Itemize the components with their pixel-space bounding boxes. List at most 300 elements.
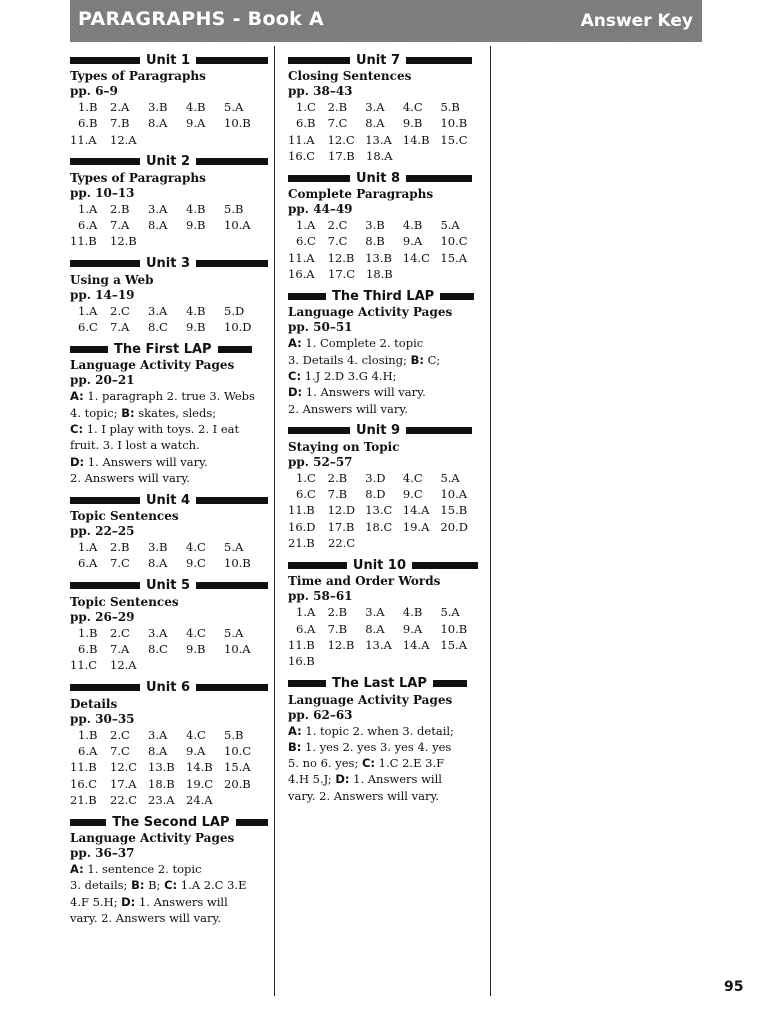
- section-title: Details: [70, 696, 118, 711]
- answer-item: 4.C: [186, 540, 206, 555]
- answer-item: 17.B: [328, 148, 355, 163]
- answer-item: 11.C: [70, 658, 98, 673]
- answer-item: 4.C: [186, 727, 206, 742]
- answer-item: 15.B: [440, 503, 468, 518]
- page-range: pp. 20–21: [70, 373, 135, 388]
- answer-item: 2.A: [110, 100, 130, 114]
- answer-row: [70, 217, 268, 233]
- heading-rule-left: [288, 562, 347, 569]
- section-the-second-lap: [70, 814, 268, 926]
- answer-row: [288, 502, 478, 518]
- section-heading: [70, 814, 268, 830]
- answer-item: 3.B: [148, 100, 168, 114]
- answer-line: 4.F 5.H; D: 1. Answers will: [70, 894, 228, 909]
- section-label: The Last LAP: [332, 676, 427, 692]
- heading-rule-right: [406, 427, 472, 434]
- answer-item: 2.C: [110, 727, 130, 742]
- answer-item: 6.C: [78, 320, 98, 335]
- answer-item: 7.A: [110, 218, 130, 233]
- answer-line: D: 1. Answers will vary.: [70, 454, 208, 469]
- section-label: Unit 8: [356, 170, 401, 186]
- answer-item: 12.B: [327, 250, 355, 265]
- answer-item: 9.A: [186, 116, 206, 131]
- answer-item: 12.B: [110, 234, 137, 249]
- answer-row: [70, 201, 268, 217]
- answer-item: 1.B: [78, 727, 98, 742]
- answer-line: A: 1. sentence 2. topic: [70, 862, 202, 877]
- heading-rule-left: [70, 582, 140, 589]
- answer-row: [288, 604, 478, 620]
- answer-item: 11.B: [288, 503, 315, 518]
- answer-item: 12.A: [110, 132, 137, 147]
- answer-item: 8.A: [148, 116, 168, 131]
- section-title: Closing Sentences: [288, 69, 412, 83]
- heading-rule-right: [196, 582, 268, 589]
- answer-item: 9.B: [186, 642, 206, 657]
- answer-row: [288, 250, 478, 266]
- answer-item: 16.C: [288, 148, 316, 163]
- section-heading: [70, 256, 268, 272]
- section-unit-4: [70, 492, 268, 572]
- heading-rule-right: [406, 57, 472, 64]
- answer-line: 5. no 6. yes; C: 1.C 2.E 3.F: [288, 756, 445, 771]
- answer-item: 11.B: [70, 234, 97, 249]
- section-label: Unit 7: [356, 52, 401, 68]
- answer-item: 12.D: [327, 503, 356, 518]
- answer-item: 14.B: [186, 760, 213, 775]
- answer-item: 1.A: [296, 605, 316, 620]
- section-label: The Third LAP: [332, 288, 435, 304]
- answer-line: D: 1. Answers will vary.: [288, 385, 426, 400]
- section-title: Staying on Topic: [288, 439, 400, 454]
- answer-row: [70, 625, 268, 641]
- section-the-third-lap: [288, 288, 478, 416]
- answer-item: 2.C: [327, 218, 348, 233]
- answer-item: 2.C: [110, 625, 130, 640]
- left-column: [70, 52, 268, 932]
- page-range: pp. 22–25: [70, 524, 135, 539]
- section-unit-3: [70, 256, 268, 336]
- answer-item: 7.B: [327, 487, 348, 502]
- answer-item: 18.A: [366, 148, 393, 163]
- answer-row: [288, 148, 478, 164]
- page-range: pp. 52–57: [288, 454, 353, 469]
- page-range: pp. 62–63: [288, 707, 353, 722]
- answer-item: 3.A: [365, 100, 385, 114]
- answer-item: 13.A: [365, 132, 392, 147]
- section-the-first-lap: [70, 341, 268, 486]
- section-label: Unit 2: [146, 154, 191, 170]
- answer-item: 7.C: [110, 556, 130, 571]
- heading-rule-left: [288, 427, 350, 434]
- answer-item: 6.A: [78, 743, 98, 758]
- heading-rule-left: [70, 260, 140, 267]
- answer-item: 16.D: [288, 519, 316, 534]
- answer-item: 9.B: [186, 320, 206, 335]
- answer-item: 23.A: [148, 792, 175, 807]
- answer-item: 10.A: [440, 487, 468, 502]
- answer-row: [288, 99, 478, 115]
- answer-item: 15.C: [440, 132, 468, 147]
- page-range: pp. 6–9: [70, 84, 118, 98]
- answer-item: 3.A: [148, 727, 168, 742]
- answer-line: 4.H 5.J; D: 1. Answers will: [288, 772, 442, 787]
- answer-row: [70, 792, 268, 808]
- section-heading: [288, 676, 478, 692]
- answer-item: 8.C: [148, 642, 168, 657]
- answer-item: 4.B: [402, 605, 423, 620]
- answer-item: 15.A: [224, 760, 251, 775]
- section-heading: [70, 341, 268, 357]
- heading-rule-right: [412, 562, 478, 569]
- answer-item: 4.B: [186, 303, 206, 318]
- answer-line: 2. Answers will vary.: [70, 470, 190, 485]
- answer-item: 12.C: [327, 132, 355, 147]
- section-unit-5: [70, 578, 268, 674]
- answer-item: 8.A: [365, 621, 385, 636]
- heading-rule-left: [70, 684, 140, 691]
- section-heading: [288, 170, 478, 186]
- page-range: pp. 44–49: [288, 202, 353, 217]
- answer-item: 15.A: [440, 637, 467, 652]
- answer-item: 21.B: [70, 792, 97, 807]
- column-divider-right: [490, 46, 491, 996]
- answer-item: 8.D: [365, 487, 386, 502]
- answer-item: 2.B: [110, 540, 130, 555]
- answer-item: 1.C: [296, 470, 316, 485]
- answer-item: 3.D: [365, 470, 386, 485]
- section-label: The First LAP: [114, 341, 212, 357]
- answer-item: 11.A: [288, 250, 315, 265]
- section-title: Types of Paragraphs: [70, 69, 206, 83]
- answer-item: 7.B: [110, 116, 130, 131]
- answer-item: 17.A: [110, 776, 137, 791]
- answer-line: vary. 2. Answers will vary.: [288, 788, 440, 803]
- answer-item: 10.D: [224, 320, 252, 335]
- section-unit-2: [70, 154, 268, 250]
- heading-rule-left: [70, 497, 140, 504]
- answer-row: [288, 115, 478, 131]
- header-bar: [70, 0, 702, 42]
- answer-row: [288, 535, 478, 551]
- heading-rule-right: [433, 680, 467, 687]
- section-title: Topic Sentences: [70, 594, 179, 609]
- answer-item: 7.C: [327, 116, 348, 131]
- answer-item: 1.A: [78, 540, 98, 555]
- answer-item: 6.A: [78, 556, 98, 571]
- page-range: pp. 10–13: [70, 185, 135, 200]
- heading-rule-right: [406, 175, 472, 182]
- answer-item: 14.A: [402, 503, 430, 518]
- answer-item: 20.D: [440, 519, 468, 534]
- answer-row: [70, 727, 268, 743]
- answer-item: 3.B: [365, 218, 385, 233]
- answer-item: 7.C: [327, 234, 348, 249]
- answer-item: 9.A: [402, 234, 423, 249]
- answer-item: 4.C: [186, 625, 206, 640]
- section-title: Language Activity Pages: [70, 358, 235, 373]
- section-unit-9: [288, 423, 478, 551]
- answer-line: A: 1. topic 2. when 3. detail;: [288, 723, 454, 738]
- section-title: Complete Paragraphs: [288, 187, 434, 202]
- section-label: Unit 9: [356, 423, 401, 439]
- answer-row: [288, 653, 478, 669]
- answer-item: 9.A: [186, 743, 206, 758]
- answer-item: 14.B: [402, 132, 430, 147]
- answer-item: 18.C: [365, 519, 393, 534]
- answer-item: 5.A: [224, 100, 244, 114]
- answer-item: 9.C: [402, 487, 423, 502]
- answer-item: 10.B: [440, 116, 468, 131]
- answer-item: 1.B: [78, 625, 98, 640]
- answer-item: 4.B: [186, 201, 206, 216]
- page-range: pp. 36–37: [70, 846, 135, 861]
- answer-item: 9.B: [186, 218, 206, 233]
- answer-item: 8.A: [365, 116, 385, 131]
- answer-item: 10.C: [440, 234, 468, 249]
- answer-item: 3.A: [148, 625, 168, 640]
- answer-item: 18.B: [148, 776, 175, 791]
- answer-item: 12.B: [327, 637, 355, 652]
- answer-item: 13.B: [365, 250, 392, 265]
- answer-item: 5.A: [440, 218, 460, 233]
- answer-item: 1.A: [78, 201, 98, 216]
- answer-item: 21.B: [288, 536, 315, 551]
- answer-row: [70, 539, 268, 555]
- answer-item: 4.B: [402, 218, 423, 233]
- answer-line: A: 1. Complete 2. topic: [288, 336, 424, 351]
- answer-item: 3.A: [148, 303, 168, 318]
- section-heading: [70, 578, 268, 594]
- book-title: PARAGRAPHS - Book A: [78, 8, 325, 30]
- answer-item: 8.C: [148, 320, 168, 335]
- page-range: pp. 38–43: [288, 84, 353, 98]
- heading-rule-left: [288, 57, 350, 64]
- answer-item: 2.B: [327, 605, 348, 620]
- answer-row: [70, 776, 268, 792]
- answer-line: fruit. 3. I lost a watch.: [70, 438, 200, 453]
- answer-item: 10.A: [224, 218, 251, 233]
- section-label: The Second LAP: [112, 814, 230, 830]
- answer-item: 5.A: [440, 470, 460, 485]
- answer-item: 15.A: [440, 250, 467, 265]
- section-label: Unit 5: [146, 578, 191, 594]
- heading-rule-right: [196, 497, 268, 504]
- answer-item: 4.C: [402, 100, 423, 114]
- answer-item: 4.C: [402, 470, 423, 485]
- middle-column: [288, 52, 478, 810]
- section-heading: [70, 492, 268, 508]
- answer-item: 13.A: [365, 637, 392, 652]
- heading-rule-left: [288, 293, 326, 300]
- answer-row: [70, 132, 268, 148]
- answer-item: 11.B: [70, 760, 97, 775]
- heading-rule-right: [196, 260, 268, 267]
- answer-item: 19.A: [402, 519, 430, 534]
- answer-item: 10.B: [224, 556, 251, 571]
- answer-item: 1.C: [296, 100, 316, 114]
- answer-row: [70, 99, 268, 115]
- answer-item: 6.B: [78, 116, 98, 131]
- answer-row: [70, 759, 268, 775]
- section-unit-1: [70, 52, 268, 148]
- heading-rule-left: [70, 57, 140, 64]
- answer-item: 1.A: [296, 218, 316, 233]
- answer-item: 9.B: [402, 116, 423, 131]
- answer-row: [288, 519, 478, 535]
- section-heading: [288, 52, 478, 68]
- answer-item: 12.C: [110, 760, 138, 775]
- answer-item: 1.A: [78, 303, 98, 318]
- answer-item: 22.C: [110, 792, 138, 807]
- answer-row: [70, 115, 268, 131]
- section-unit-6: [70, 680, 268, 808]
- answer-row: [288, 217, 478, 233]
- answer-item: 5.A: [440, 605, 460, 620]
- section-title: Language Activity Pages: [288, 305, 453, 320]
- answer-item: 7.A: [110, 642, 130, 657]
- answer-row: [288, 470, 478, 486]
- answer-line: 4. topic; B: skates, sleds;: [70, 405, 217, 420]
- answer-item: 7.B: [327, 621, 348, 636]
- answer-item: 10.C: [224, 743, 252, 758]
- answer-item: 16.A: [288, 267, 315, 282]
- page-range: pp. 14–19: [70, 287, 135, 302]
- heading-rule-left: [288, 680, 326, 687]
- section-label: Unit 10: [352, 557, 406, 573]
- answer-item: 6.C: [296, 234, 316, 249]
- answer-item: 9.A: [402, 621, 423, 636]
- section-heading: [288, 288, 478, 304]
- answer-line: 3. details; B: B; C: 1.A 2.C 3.E: [70, 878, 247, 893]
- answer-line: A: 1. paragraph 2. true 3. Webs: [70, 389, 255, 404]
- answer-row: [288, 621, 478, 637]
- section-title: Language Activity Pages: [288, 692, 453, 707]
- answer-line: C: 1.J 2.D 3.G 4.H;: [288, 368, 397, 383]
- heading-rule-right: [196, 57, 268, 64]
- section-heading: [70, 154, 268, 170]
- answer-item: 14.C: [402, 250, 430, 265]
- answer-row: [288, 266, 478, 282]
- section-heading: [70, 52, 268, 68]
- page-range: pp. 58–61: [288, 589, 353, 604]
- answer-item: 14.A: [402, 637, 430, 652]
- answer-line: B: 1. yes 2. yes 3. yes 4. yes: [288, 739, 452, 754]
- answer-item: 7.C: [110, 743, 130, 758]
- answer-item: 2.C: [110, 303, 130, 318]
- answer-row: [288, 637, 478, 653]
- page-number: 95: [724, 979, 744, 995]
- section-title: Topic Sentences: [70, 509, 179, 524]
- column-divider-left: [274, 46, 275, 996]
- answer-item: 5.A: [224, 625, 244, 640]
- answer-row: [70, 303, 268, 319]
- answer-item: 18.B: [366, 267, 393, 282]
- answer-item: 11.B: [288, 637, 315, 652]
- answer-item: 1.B: [78, 100, 98, 114]
- heading-rule-right: [218, 346, 252, 353]
- heading-rule-right: [440, 293, 474, 300]
- answer-item: 10.B: [440, 621, 468, 636]
- section-label: Unit 3: [146, 256, 191, 272]
- section-heading: [288, 423, 478, 439]
- answer-item: 8.A: [148, 743, 168, 758]
- answer-item: 24.A: [186, 792, 213, 807]
- answer-item: 16.B: [288, 654, 315, 669]
- section-title: Types of Paragraphs: [70, 170, 206, 185]
- answer-row: [70, 641, 268, 657]
- answer-item: 12.A: [110, 658, 137, 673]
- section-title: Language Activity Pages: [70, 831, 235, 846]
- answer-item: 2.B: [327, 100, 348, 114]
- answer-line: 3. Details 4. closing; B: C;: [288, 352, 441, 367]
- heading-rule-left: [70, 819, 106, 826]
- answer-item: 4.B: [186, 100, 206, 114]
- answer-item: 11.A: [70, 132, 97, 147]
- answer-item: 17.C: [328, 267, 356, 282]
- heading-rule-right: [196, 684, 268, 691]
- heading-rule-left: [70, 158, 140, 165]
- answer-line: 2. Answers will vary.: [288, 401, 408, 416]
- answer-row: [70, 657, 268, 673]
- answer-item: 6.B: [78, 642, 98, 657]
- section-label: Unit 1: [146, 52, 191, 68]
- answer-item: 17.B: [327, 519, 355, 534]
- answer-item: 3.A: [365, 605, 385, 620]
- page-range: pp. 30–35: [70, 711, 135, 726]
- section-label: Unit 6: [146, 680, 191, 696]
- answer-item: 5.B: [440, 100, 460, 114]
- answer-item: 5.B: [224, 727, 244, 742]
- heading-rule-right: [196, 158, 268, 165]
- answer-item: 2.B: [327, 470, 348, 485]
- answer-item: 9.C: [186, 556, 206, 571]
- answer-line: C: 1. I play with toys. 2. I eat: [70, 421, 240, 436]
- answer-item: 5.B: [224, 201, 244, 216]
- answer-row: [70, 233, 268, 249]
- answer-item: 3.B: [148, 540, 168, 555]
- answer-row: [288, 132, 478, 148]
- page-range: pp. 26–29: [70, 609, 135, 624]
- answer-line: vary. 2. Answers will vary.: [70, 911, 222, 926]
- section-the-last-lap: [288, 676, 478, 804]
- answer-item: 6.A: [296, 621, 316, 636]
- answer-item: 13.B: [148, 760, 175, 775]
- answer-item: 7.A: [110, 320, 130, 335]
- section-heading: [70, 680, 268, 696]
- answer-item: 22.C: [328, 536, 356, 551]
- answer-item: 11.A: [288, 132, 315, 147]
- answer-item: 8.A: [148, 556, 168, 571]
- answer-item: 8.B: [365, 234, 385, 249]
- answer-item: 10.A: [224, 642, 251, 657]
- answer-row: [288, 486, 478, 502]
- section-unit-8: [288, 170, 478, 282]
- answer-item: 6.A: [78, 218, 98, 233]
- heading-rule-right: [236, 819, 268, 826]
- section-title: Using a Web: [70, 272, 154, 287]
- answer-item: 2.B: [110, 201, 130, 216]
- answer-row: [70, 319, 268, 335]
- answer-item: 3.A: [148, 201, 168, 216]
- page-range: pp. 50–51: [288, 320, 353, 335]
- section-unit-10: [288, 557, 478, 669]
- answer-item: 5.D: [224, 303, 245, 318]
- answer-row: [288, 233, 478, 249]
- answer-key-label: Answer Key: [580, 11, 693, 31]
- answer-item: 20.B: [224, 776, 251, 791]
- section-heading: [288, 557, 478, 573]
